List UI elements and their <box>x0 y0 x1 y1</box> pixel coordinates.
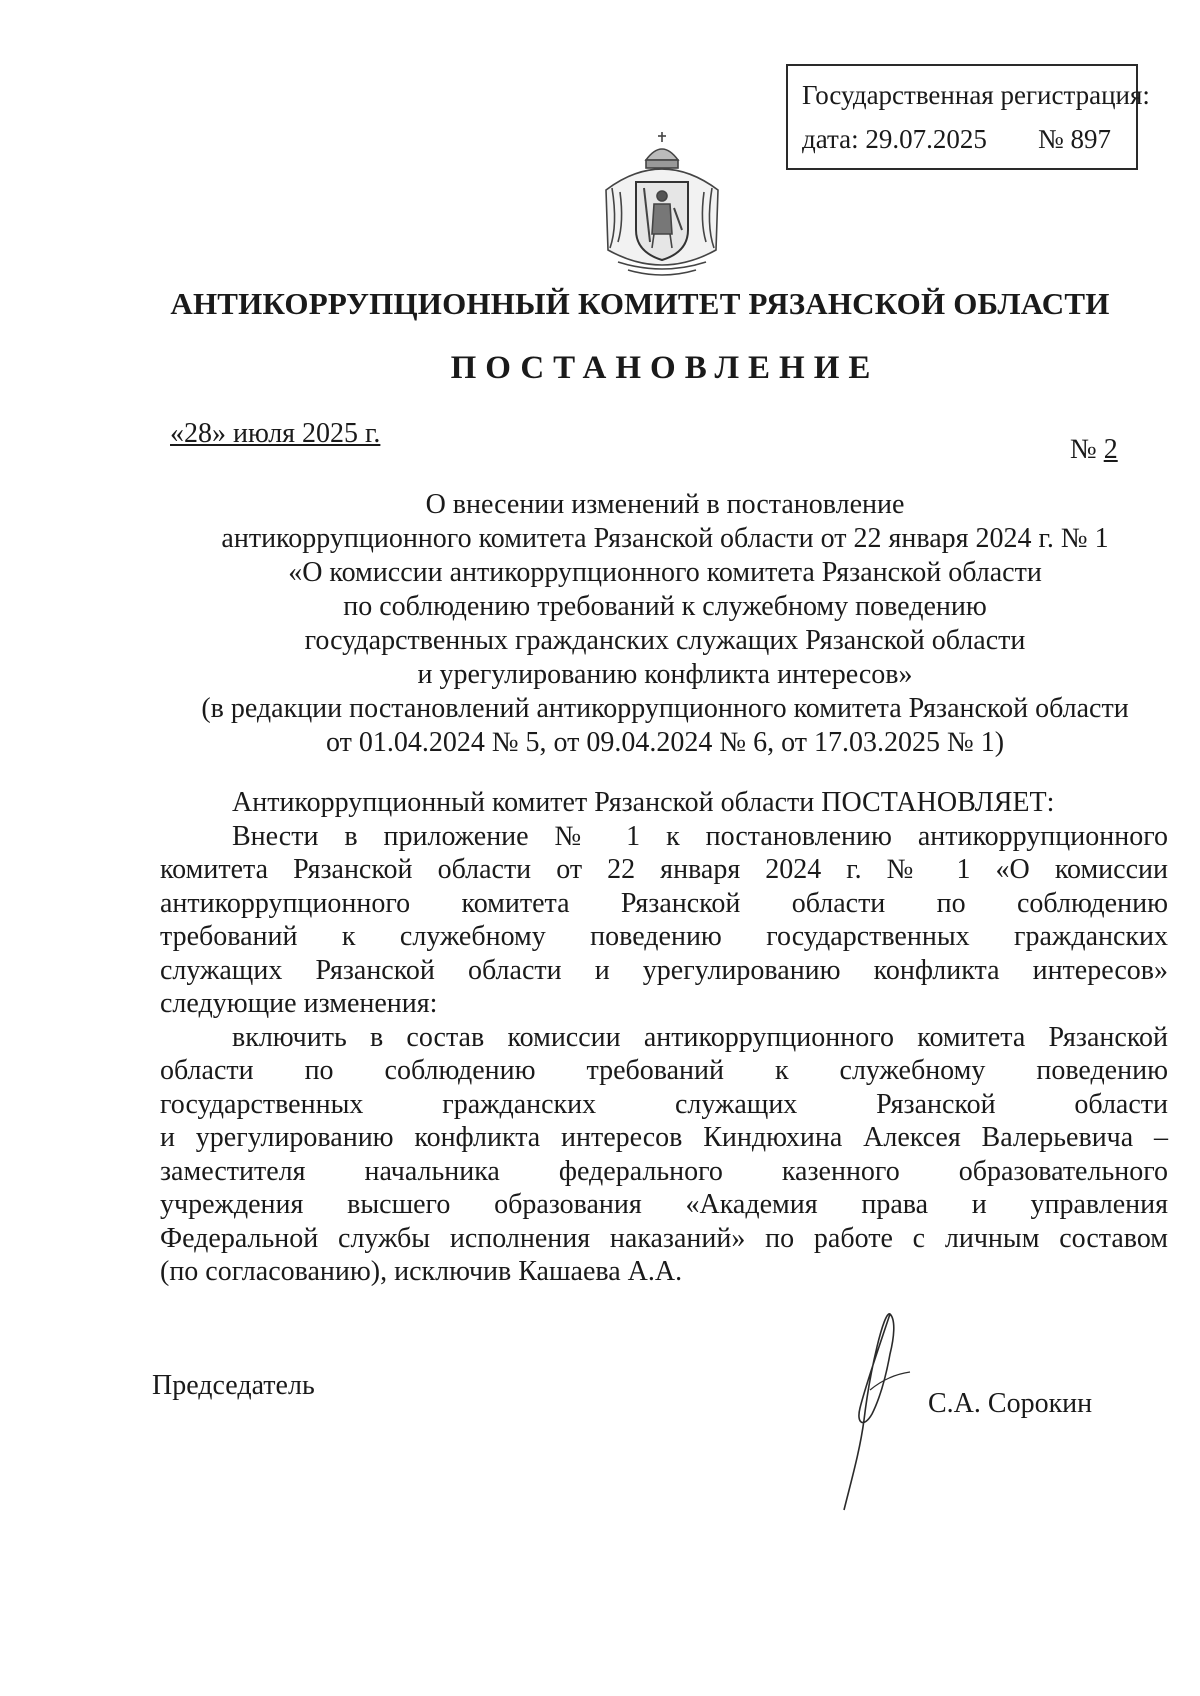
paragraph-line: комитета Рязанской области от 22 января 2024 г. № 1 «О комиссии <box>160 854 1168 885</box>
paragraph-line: заместителя начальника федерального казенного образовательного <box>160 1155 1168 1187</box>
paragraph-line: включить в состав комиссии антикоррупционного комитета Рязанской <box>232 1021 1168 1053</box>
document-number-value: 2 <box>1103 434 1118 465</box>
registration-stamp <box>786 64 1150 170</box>
paragraph-line: требований к служебному поведению государственных гражданских <box>160 921 1168 952</box>
registration-number: № 897 <box>1038 124 1112 154</box>
paragraph-line: Внести в приложение № 1 к постановлению антикоррупционного <box>232 820 1168 852</box>
document-date <box>170 418 380 450</box>
paragraph-line: антикоррупционного комитета Рязанской области по соблюдению <box>160 887 1168 919</box>
document-date-text: «28» июля 2025 г. <box>170 418 381 449</box>
subject-line: государственных гражданских служащих Рязанской области <box>304 625 1026 656</box>
paragraph-commission <box>160 1021 1168 1289</box>
paragraph-line: служащих Рязанской области и урегулированию конфликта интересов» <box>160 954 1168 986</box>
handwritten-signature-icon <box>830 1310 940 1515</box>
paragraph-line: области по соблюдению требований к служебному поведению <box>160 1055 1168 1086</box>
signer-position: Председатель <box>152 1370 315 1401</box>
document-type: ПОСТАНОВЛЕНИЕ <box>450 350 880 386</box>
decree-intro: Антикоррупционный комитет Рязанской области ПОСТАНОВЛЯЕТ: <box>232 787 1055 818</box>
document-number-prefix: № <box>1070 434 1104 465</box>
registration-date: дата: 29.07.2025 <box>802 124 987 154</box>
subject-line: «О комиссии антикоррупционного комитета Рязанской области <box>288 557 1042 588</box>
document-body <box>160 786 1168 1289</box>
paragraph-line: и урегулированию конфликта интересов Киндюхина Алексея Валерьевича – <box>160 1122 1168 1153</box>
paragraph-amendment <box>160 820 1168 1021</box>
subject-line: О внесении изменений в постановление <box>425 489 905 520</box>
subject-line: и урегулированию конфликта интересов» <box>417 659 913 690</box>
coat-of-arms-icon <box>588 130 736 280</box>
subject-line: от 01.04.2024 № 5, от 09.04.2024 № 6, от 17.03.2025 № 1) <box>325 727 1005 758</box>
organization-title: АНТИКОРРУПЦИОННЫЙ КОМИТЕТ РЯЗАНСКОЙ ОБЛАСТИ <box>170 286 1110 321</box>
document-subject <box>150 488 1180 760</box>
paragraph-line: государственных гражданских служащих Рязанской области <box>160 1088 1168 1120</box>
registration-title: Государственная регистрация: <box>802 80 1150 110</box>
paragraph-line: Федеральной службы исполнения наказаний» по работе с личным составом <box>160 1222 1168 1254</box>
subject-line: (в редакции постановлений антикоррупционного комитета Рязанской области <box>201 693 1129 724</box>
signer-name: С.А. Сорокин <box>928 1388 1093 1419</box>
subject-line: антикоррупционного комитета Рязанской области от 22 января 2024 г. № 1 <box>221 523 1109 554</box>
subject-line: по соблюдению требований к служебному поведению <box>343 591 987 622</box>
document-number <box>1070 434 1118 466</box>
paragraph-line: учреждения высшего образования «Академия права и управления <box>160 1189 1168 1220</box>
paragraph-line: следующие изменения: <box>160 988 438 1019</box>
paragraph-line: (по согласованию), исключив Кашаева А.А. <box>160 1256 683 1287</box>
